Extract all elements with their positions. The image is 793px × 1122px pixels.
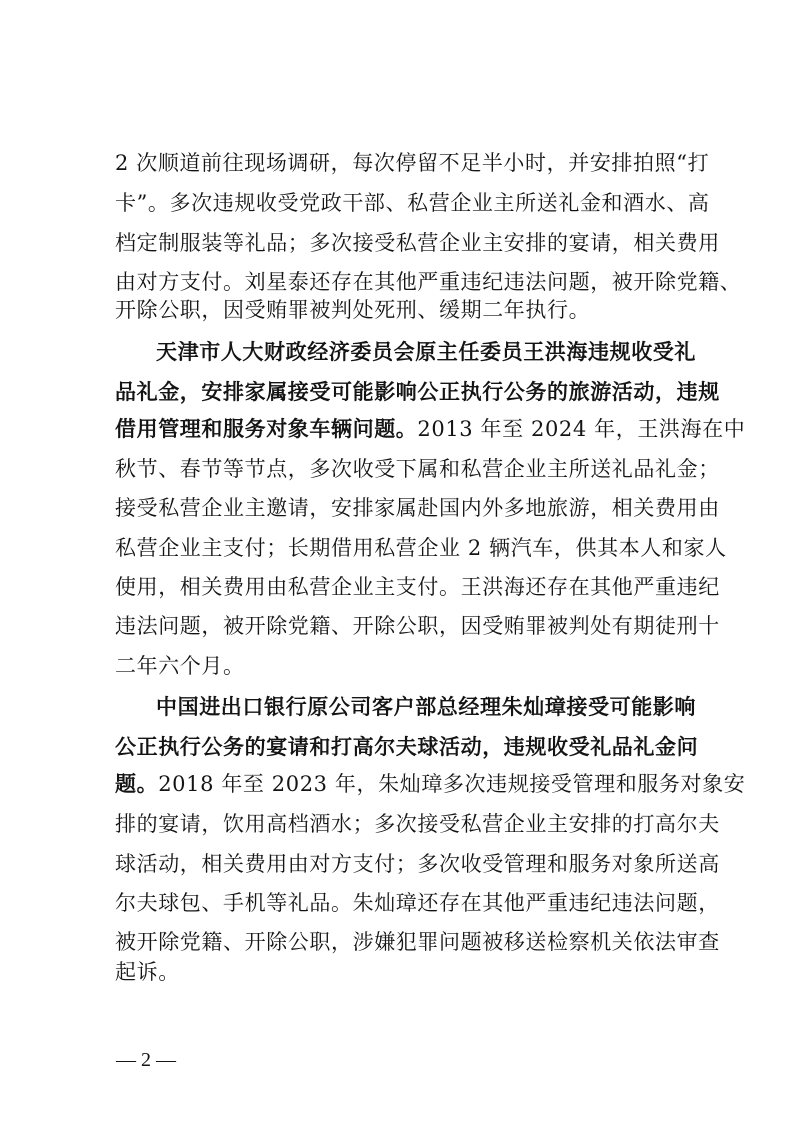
p3-line-4: 排的宴请，饮用高档酒水；多次接受私营企业主安排的打高尔夫 — [115, 812, 720, 836]
p2-line-6: 私营企业主支付；长期借用私营企业 2 辆汽车，供其本人和家人 — [115, 536, 727, 560]
p2-heading-line-2: 品礼金，安排家属接受可能影响公正执行公务的旅游活动，违规 — [115, 380, 720, 404]
page-number: — 2 — — [116, 1049, 176, 1071]
p3-heading-line-1: 中国进出口银行原公司客户部总经理朱灿璋接受可能影响 — [156, 695, 696, 719]
p3-heading-line-3: 题。 — [115, 772, 159, 796]
p3-line-7: 被开除党籍、开除公职，涉嫌犯罪问题被移送检察机关依法审查 — [115, 930, 720, 954]
p2-heading-line-3: 借用管理和服务对象车辆问题。 — [115, 417, 418, 441]
p2-heading-line-1: 天津市人大财政经济委员会原主任委员王洪海违规收受礼 — [156, 340, 696, 364]
p1-line-2: 卡”。多次违规收受党政干部、私营企业主所送礼金和酒水、高 — [115, 191, 710, 215]
p3-line-8: 起诉。 — [115, 960, 180, 984]
p2-line-5: 接受私营企业主邀请，安排家属赴国内外多地旅游，相关费用由 — [115, 496, 720, 520]
p3-line-5: 球活动，相关费用由对方支付；多次收受管理和服务对象所送高 — [115, 852, 720, 876]
p2-line-4: 秋节、春节等节点，多次收受下属和私营企业主所送礼品礼金； — [115, 457, 720, 481]
p1-line-1: 2 次顺道前往现场调研，每次停留不足半小时，并安排拍照“打 — [115, 151, 710, 175]
p1-line-4: 由对方支付。刘星泰还存在其他严重违纪违法问题，被开除党籍、 — [115, 270, 742, 294]
p2-line-3 — [115, 412, 746, 446]
p2-line-7: 使用，相关费用由私营企业主支付。王洪海还存在其他严重违纪 — [115, 575, 720, 599]
p3-heading-line-2: 公正执行公务的宴请和打高尔夫球活动，违规收受礼品礼金问 — [115, 735, 699, 759]
p2-line-9: 二年六个月。 — [115, 654, 245, 678]
p2-line-8: 违法问题，被开除党籍、开除公职，因受贿罪被判处有期徒刑十 — [115, 614, 720, 638]
p3-line-3 — [115, 767, 746, 801]
p3-line-3-rest: 2018 年至 2023 年，朱灿璋多次违规接受管理和服务对象安 — [158, 772, 746, 796]
p3-line-6: 尔夫球包、手机等礼品。朱灿璋还存在其他严重违纪违法问题， — [115, 891, 720, 915]
p1-line-3: 档定制服装等礼品；多次接受私营企业主安排的宴请，相关费用 — [115, 231, 720, 255]
p2-line-3-rest: 2013 年至 2024 年，王洪海在中 — [417, 417, 746, 441]
p1-line-5: 开除公职，因受贿罪被判处死刑、缓期二年执行。 — [115, 298, 591, 322]
